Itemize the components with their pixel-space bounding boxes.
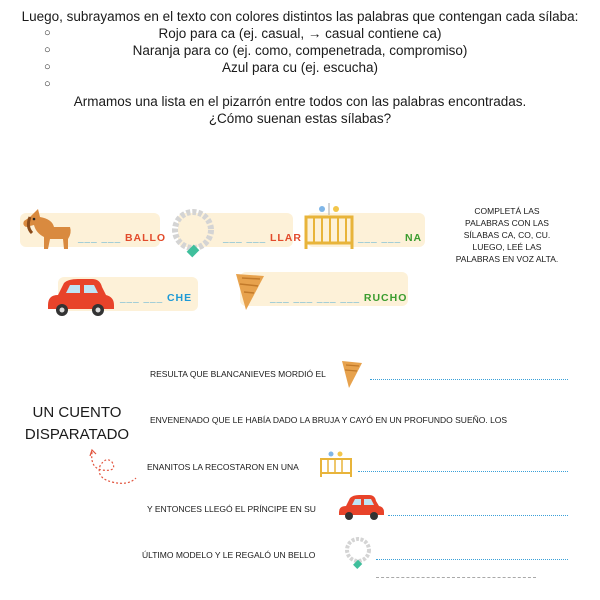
swirl-arrow-icon: [88, 448, 140, 492]
bullet-text: Azul para cu (ej. escucha): [221, 60, 379, 75]
bullet-circle-icon: ○: [44, 78, 51, 90]
story-line-2: ENVENENADO QUE LE HABÍA DADO LA BRUJA Y CAYÓ EN UN PROFUNDO SUEÑO. LOS: [150, 415, 508, 425]
bullet-text: Naranja para co (ej. como, compenetrada, compromiso): [132, 43, 468, 58]
answer-line[interactable]: [370, 378, 568, 380]
syllable-text: NA: [404, 232, 423, 244]
syllable-text: RUCHO: [363, 292, 408, 304]
activity-instructions: COMPLETÁ LAS PALABRAS CON LAS SÍLABAS CA, CO, CU. LUEGO, LEÉ LAS PALABRAS EN VOZ ALTA.: [455, 206, 559, 264]
intro-line-3: ¿Cómo suenan estas sílabas?: [208, 111, 392, 126]
bullet-item: [10, 76, 590, 93]
bullet-circle-icon: ○: [44, 61, 51, 73]
syllable-text: LLAR: [269, 232, 302, 244]
blank-lines: ___ ___ LLAR: [223, 232, 302, 244]
syllable-text: BALLO: [124, 232, 167, 244]
bullet-item: [10, 25, 590, 42]
bullet-item: [10, 42, 590, 59]
car-icon: [44, 277, 116, 321]
blank-lines: ___ ___ ___ ___ RUCHO: [270, 292, 408, 304]
answer-line[interactable]: [376, 558, 568, 560]
bullet-circle-icon: ○: [44, 27, 51, 39]
answer-line[interactable]: [358, 470, 568, 472]
story-line-1: RESULTA QUE BLANCANIEVES MORDIÓ EL: [150, 369, 326, 379]
story-line-5: ÚLTIMO MODELO Y LE REGALÓ UN BELLO: [142, 550, 316, 560]
ice-cream-cone-icon: [234, 270, 268, 314]
story-line-4: Y ENTONCES LLEGÓ EL PRÍNCIPE EN SU: [147, 504, 316, 514]
answer-line-partial: [376, 576, 536, 578]
horse-icon: [12, 203, 74, 253]
car-icon: [336, 494, 386, 522]
ice-cream-cone-icon: [340, 358, 364, 390]
blank-lines: ___ ___ NA: [358, 232, 423, 244]
bullet-text: Rojo para ca (ej. casual, → casual contiene ca): [158, 26, 442, 41]
story-line-3: ENANITOS LA RECOSTARON EN UNA: [147, 462, 299, 472]
syllable-text: CHE: [166, 292, 193, 304]
intro-line-1: Luego, subrayamos en el texto con colores distintos las palabras que contengan cada sílaba:: [21, 9, 579, 24]
intro-text: [10, 8, 590, 127]
crib-icon: [302, 203, 356, 251]
necklace-icon: [165, 206, 223, 262]
crib-icon: [318, 450, 354, 478]
blank-lines: ___ ___ BALLO: [78, 232, 167, 244]
bullet-circle-icon: ○: [44, 44, 51, 56]
bullet-item: [10, 59, 590, 76]
story-title: UN CUENTO DISPARATADO: [24, 404, 130, 443]
necklace-icon: [342, 536, 374, 576]
answer-line[interactable]: [388, 514, 568, 516]
intro-line-2: Armamos una lista en el pizarrón entre todos con las palabras encontradas.: [73, 94, 527, 109]
blank-lines: ___ ___ CHE: [120, 292, 193, 304]
